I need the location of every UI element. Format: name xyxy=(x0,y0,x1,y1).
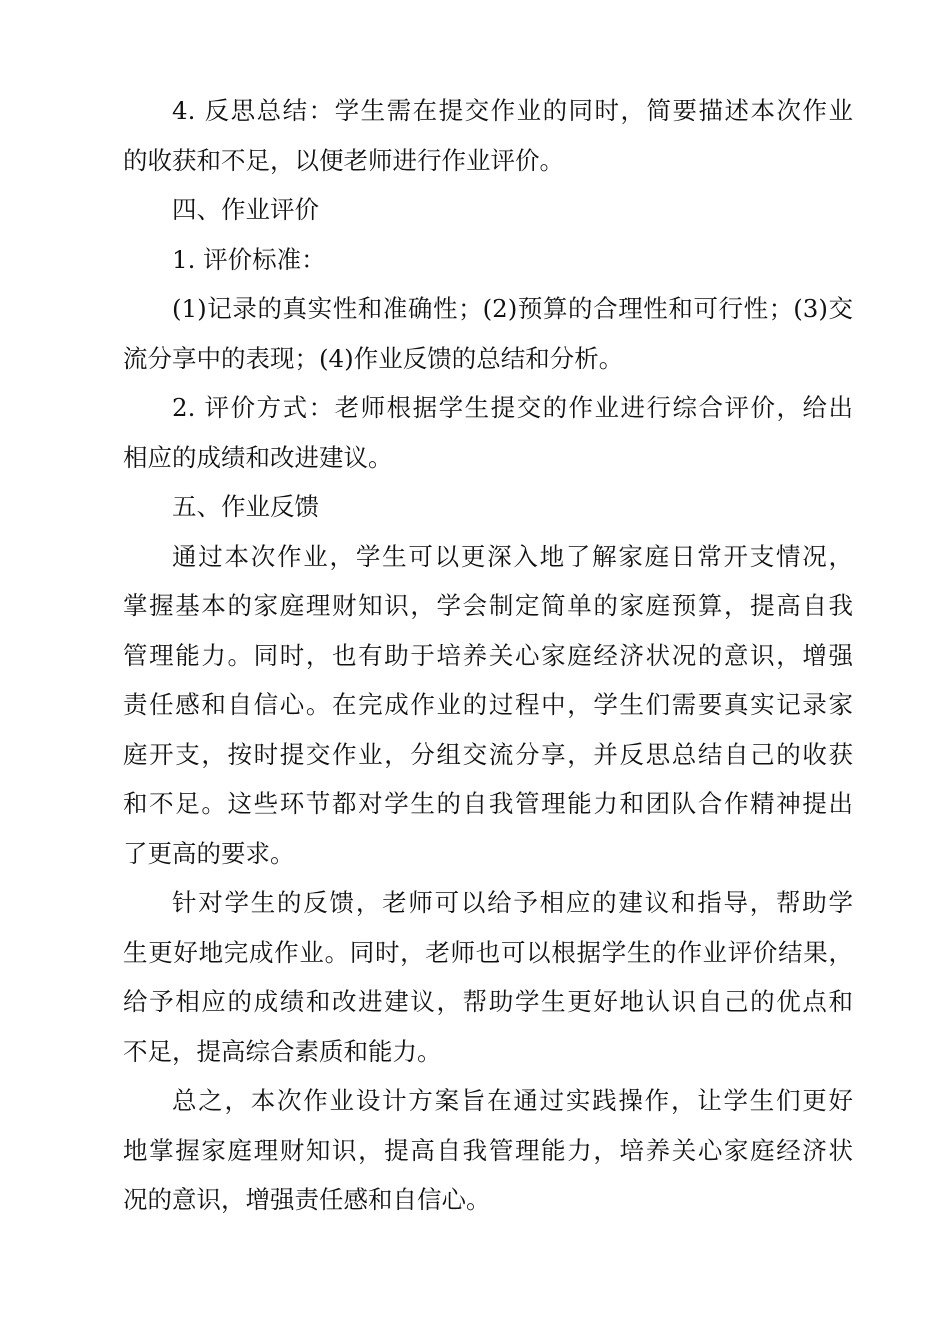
document-body xyxy=(123,86,853,1225)
text-line: 况的意识，增强责任感和自信心。 xyxy=(123,1185,491,1214)
text-line: 给予相应的成绩和改进建议，帮助学生更好地认识自己的优点和 xyxy=(123,987,853,1016)
text-line: 了更高的要求。 xyxy=(123,838,295,868)
text-line: 流分享中的表现；(4)作业反馈的总结和分析。 xyxy=(123,343,624,373)
text-line: 通过本次作业，学生可以更深入地了解家庭日常开支情况， xyxy=(172,541,853,571)
text-line: 4. 反思总结：学生需在提交作业的同时，简要描述本次作业 xyxy=(172,96,853,125)
text-line: 生更好地完成作业。同时，老师也可以根据学生的作业评价结果， xyxy=(123,937,853,967)
text-line: 的收获和不足，以便老师进行作业评价。 xyxy=(123,145,564,175)
text-line: 2. 评价方式：老师根据学生提交的作业进行综合评价，给出 xyxy=(172,393,853,422)
text-line: 相应的成绩和改进建议。 xyxy=(123,442,393,472)
subsection-heading: 1. 评价标准： xyxy=(172,244,326,274)
text-line: 地掌握家庭理财知识，提高自我管理能力，培养关心家庭经济状 xyxy=(123,1135,853,1165)
text-line: 针对学生的反馈，老师可以给予相应的建议和指导，帮助学 xyxy=(172,888,853,917)
section-heading: 五、作业反馈 xyxy=(172,492,319,521)
text-line: (1)记录的真实性和准确性；(2)预算的合理性和可行性；(3)交 xyxy=(172,294,853,323)
text-line: 不足，提高综合素质和能力。 xyxy=(123,1036,442,1066)
text-line: 庭开支，按时提交作业，分组交流分享，并反思总结自己的收获 xyxy=(123,739,853,769)
text-line: 和不足。这些环节都对学生的自我管理能力和团队合作精神提出 xyxy=(123,789,853,818)
section-heading: 四、作业评价 xyxy=(172,195,319,224)
text-line: 责任感和自信心。在完成作业的过程中，学生们需要真实记录家 xyxy=(123,690,853,719)
text-line: 总之，本次作业设计方案旨在通过实践操作，让学生们更好 xyxy=(172,1086,853,1115)
text-line: 掌握基本的家庭理财知识，学会制定简单的家庭预算，提高自我 xyxy=(123,591,853,620)
text-line: 管理能力。同时，也有助于培养关心家庭经济状况的意识，增强 xyxy=(123,640,853,670)
